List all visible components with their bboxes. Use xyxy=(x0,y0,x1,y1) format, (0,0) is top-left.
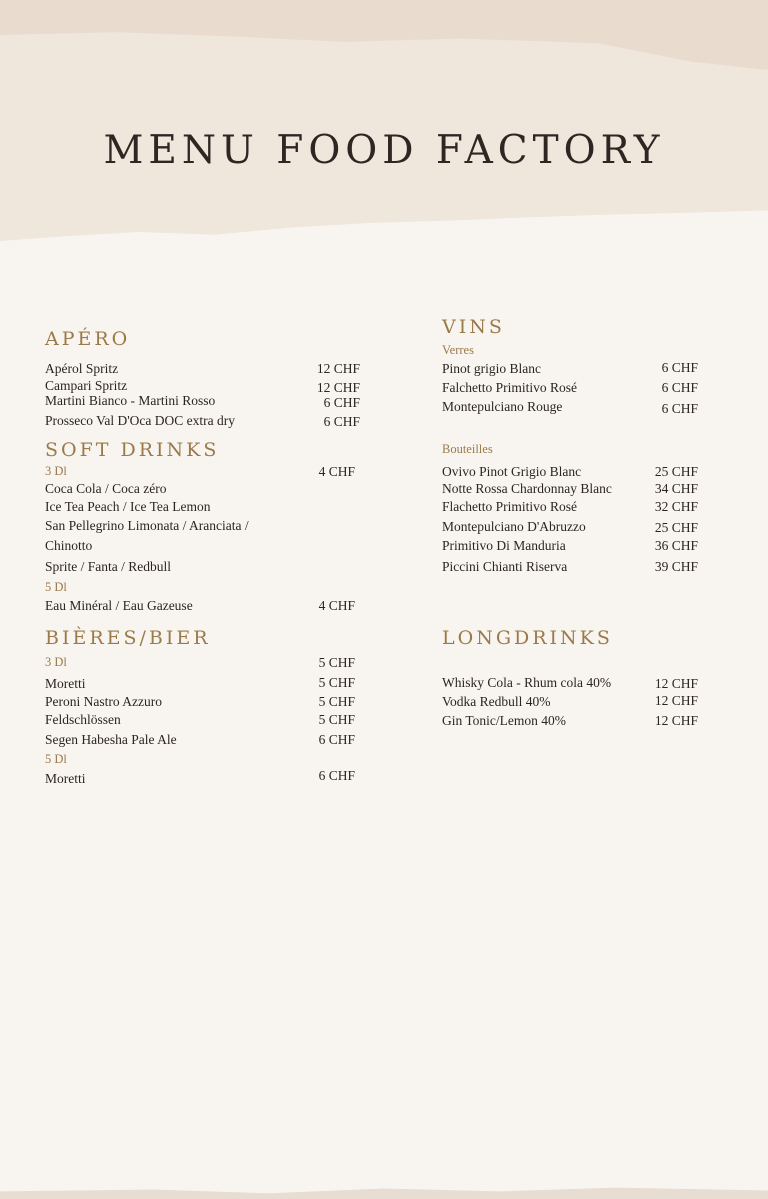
menu-price: 5 CHF xyxy=(318,675,355,690)
bottom-paper-edge xyxy=(0,1180,768,1199)
menu-price: 6 CHF xyxy=(661,360,698,375)
menu-item: Moretti xyxy=(45,771,86,786)
menu-item: Montepulciano D'Abruzzo xyxy=(442,519,586,534)
subheading: 3 Dl xyxy=(45,464,67,478)
menu-item: Sprite / Fanta / Redbull xyxy=(45,559,171,574)
section-title-longdrinks: LONGDRINKS xyxy=(442,627,613,649)
menu-item: Campari Spritz xyxy=(45,378,128,393)
menu-price: 12 CHF xyxy=(654,693,698,708)
menu-price: 39 CHF xyxy=(654,559,698,574)
menu-price: 6 CHF xyxy=(661,401,698,416)
menu-price: 36 CHF xyxy=(654,538,698,553)
menu-item: Primitivo Di Manduria xyxy=(442,538,566,553)
menu-price: 12 CHF xyxy=(316,380,360,395)
section-title-apero: APÉRO xyxy=(45,328,131,350)
subheading: 5 Dl xyxy=(45,752,67,766)
section-title-soft-drinks: SOFT DRINKS xyxy=(45,439,220,461)
menu-price: 4 CHF xyxy=(318,598,355,613)
menu-price: 4 CHF xyxy=(318,464,355,479)
menu-item: Feldschlössen xyxy=(45,712,121,727)
menu-item: Whisky Cola - Rhum cola 40% xyxy=(442,675,612,690)
menu-item: Moretti xyxy=(45,676,86,691)
section-title-bieres: BIÈRES/BIER xyxy=(45,627,211,649)
menu-price: 32 CHF xyxy=(654,499,698,514)
section-title-vins: VINS xyxy=(442,316,505,338)
menu-item: Martini Bianco - Martini Rosso xyxy=(45,393,216,408)
menu-price: 12 CHF xyxy=(316,361,360,376)
menu-price: 34 CHF xyxy=(654,481,698,496)
menu-item: Piccini Chianti Riserva xyxy=(442,559,568,574)
subheading: 3 Dl xyxy=(45,655,67,669)
menu-item: Montepulciano Rouge xyxy=(442,399,563,414)
menu-price: 6 CHF xyxy=(661,380,698,395)
menu-item: Chinotto xyxy=(45,538,93,553)
menu-item: Pinot grigio Blanc xyxy=(442,361,541,376)
menu-price: 5 CHF xyxy=(318,712,355,727)
subheading: Bouteilles xyxy=(442,442,493,456)
menu-item: Gin Tonic/Lemon 40% xyxy=(442,713,567,728)
menu-item: Prosseco Val D'Oca DOC extra dry xyxy=(45,413,236,428)
menu-item: Ovivo Pinot Grigio Blanc xyxy=(442,464,582,479)
menu-item: Eau Minéral / Eau Gazeuse xyxy=(45,598,193,613)
menu-item: Flachetto Primitivo Rosé xyxy=(442,499,577,514)
menu-price: 6 CHF xyxy=(323,414,360,429)
menu-price: 6 CHF xyxy=(318,732,355,747)
menu-item: San Pellegrino Limonata / Aranciata / xyxy=(45,518,249,533)
menu-price: 5 CHF xyxy=(318,655,355,670)
menu-item: Falchetto Primitivo Rosé xyxy=(442,380,577,395)
menu-item: Ice Tea Peach / Ice Tea Lemon xyxy=(45,499,211,514)
menu-item: Apérol Spritz xyxy=(45,361,119,376)
menu-price: 12 CHF xyxy=(654,713,698,728)
menu-price: 25 CHF xyxy=(654,520,698,535)
page-title: MENU FOOD FACTORY xyxy=(103,128,665,173)
menu-item: Coca Cola / Coca zéro xyxy=(45,481,167,496)
subheading: 5 Dl xyxy=(45,580,67,594)
menu-price: 12 CHF xyxy=(654,676,698,691)
menu-price: 5 CHF xyxy=(318,694,355,709)
menu-item: Vodka Redbull 40% xyxy=(442,694,551,709)
menu-price: 6 CHF xyxy=(318,768,355,783)
subheading: Verres xyxy=(442,343,474,357)
menu-price: 25 CHF xyxy=(654,464,698,479)
menu-price: 6 CHF xyxy=(323,395,360,410)
menu-item: Segen Habesha Pale Ale xyxy=(45,732,177,747)
menu-item: Notte Rossa Chardonnay Blanc xyxy=(442,481,612,496)
menu-item: Peroni Nastro Azzuro xyxy=(45,694,162,709)
